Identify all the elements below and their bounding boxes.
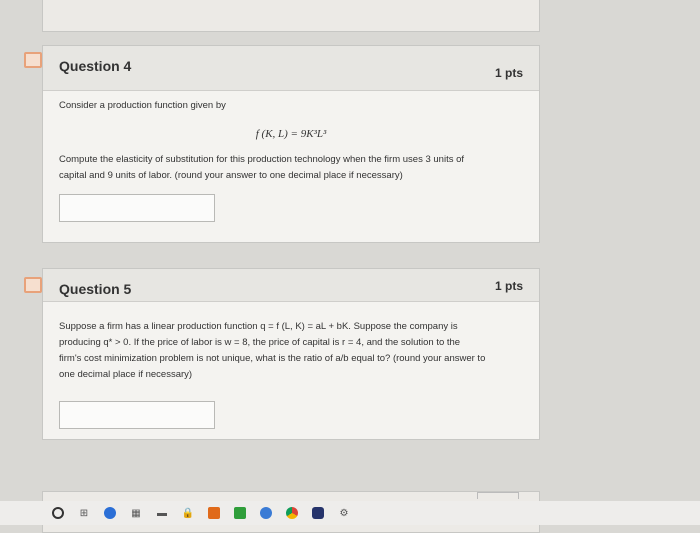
previous-question-card [42,0,540,32]
question-5-answer-input[interactable] [59,401,215,429]
file-explorer-icon[interactable]: ▬ [157,507,167,519]
question-4-prompt-line-1: Compute the elasticity of substitution for this production technology when the firm uses 3 units of [59,154,465,165]
question-4-intro: Consider a production function given by [59,100,226,111]
task-view-icon[interactable]: ⊞ [79,507,89,519]
question-5-body [59,319,523,383]
question-5-line-4: one decimal place if necessary) [59,369,193,380]
edge-icon[interactable] [104,507,116,519]
question-4-flag-icon[interactable] [24,52,42,68]
question-4-title: Question 4 [59,58,132,74]
question-5-line-3: firm's cost minimization problem is not unique, what is the ratio of a/b equal to? (round your answer to [59,353,486,364]
settings-icon[interactable]: ⚙ [339,507,349,519]
question-4-points: 1 pts [494,66,523,80]
question-4-body [59,98,523,184]
app-icon[interactable] [312,507,324,519]
question-5-line-1: Suppose a firm has a linear production function q = f (L, K) = aL + bK. Suppose the company is [59,321,458,332]
taskbar [0,501,700,525]
office-icon[interactable] [208,507,220,519]
question-5-line-2: producing q* > 0. If the price of labor is w = 8, the price of capital is r = 4, and the solution to the [59,337,461,348]
question-5-header [43,269,539,302]
question-5-flag-icon[interactable] [24,277,42,293]
search-icon[interactable] [52,507,64,519]
question-4-answer-input[interactable] [59,194,215,222]
question-5-card [42,268,540,440]
question-5-title: Question 5 [59,281,132,297]
evernote-icon[interactable] [234,507,246,519]
question-4-header [43,46,539,91]
next-question-header-fragment [477,492,519,499]
lock-icon[interactable]: 🔒 [181,507,195,519]
question-4-formula: f (K, L) = 9K³L³ [255,128,327,140]
chrome-icon[interactable] [286,507,298,519]
question-5-points: 1 pts [494,279,523,293]
firefox-icon[interactable] [260,507,272,519]
question-4-prompt-line-2: capital and 9 units of labor. (round your answer to one decimal place if necessary) [59,170,403,181]
question-4-card [42,45,540,243]
store-icon[interactable]: ▦ [131,507,141,519]
